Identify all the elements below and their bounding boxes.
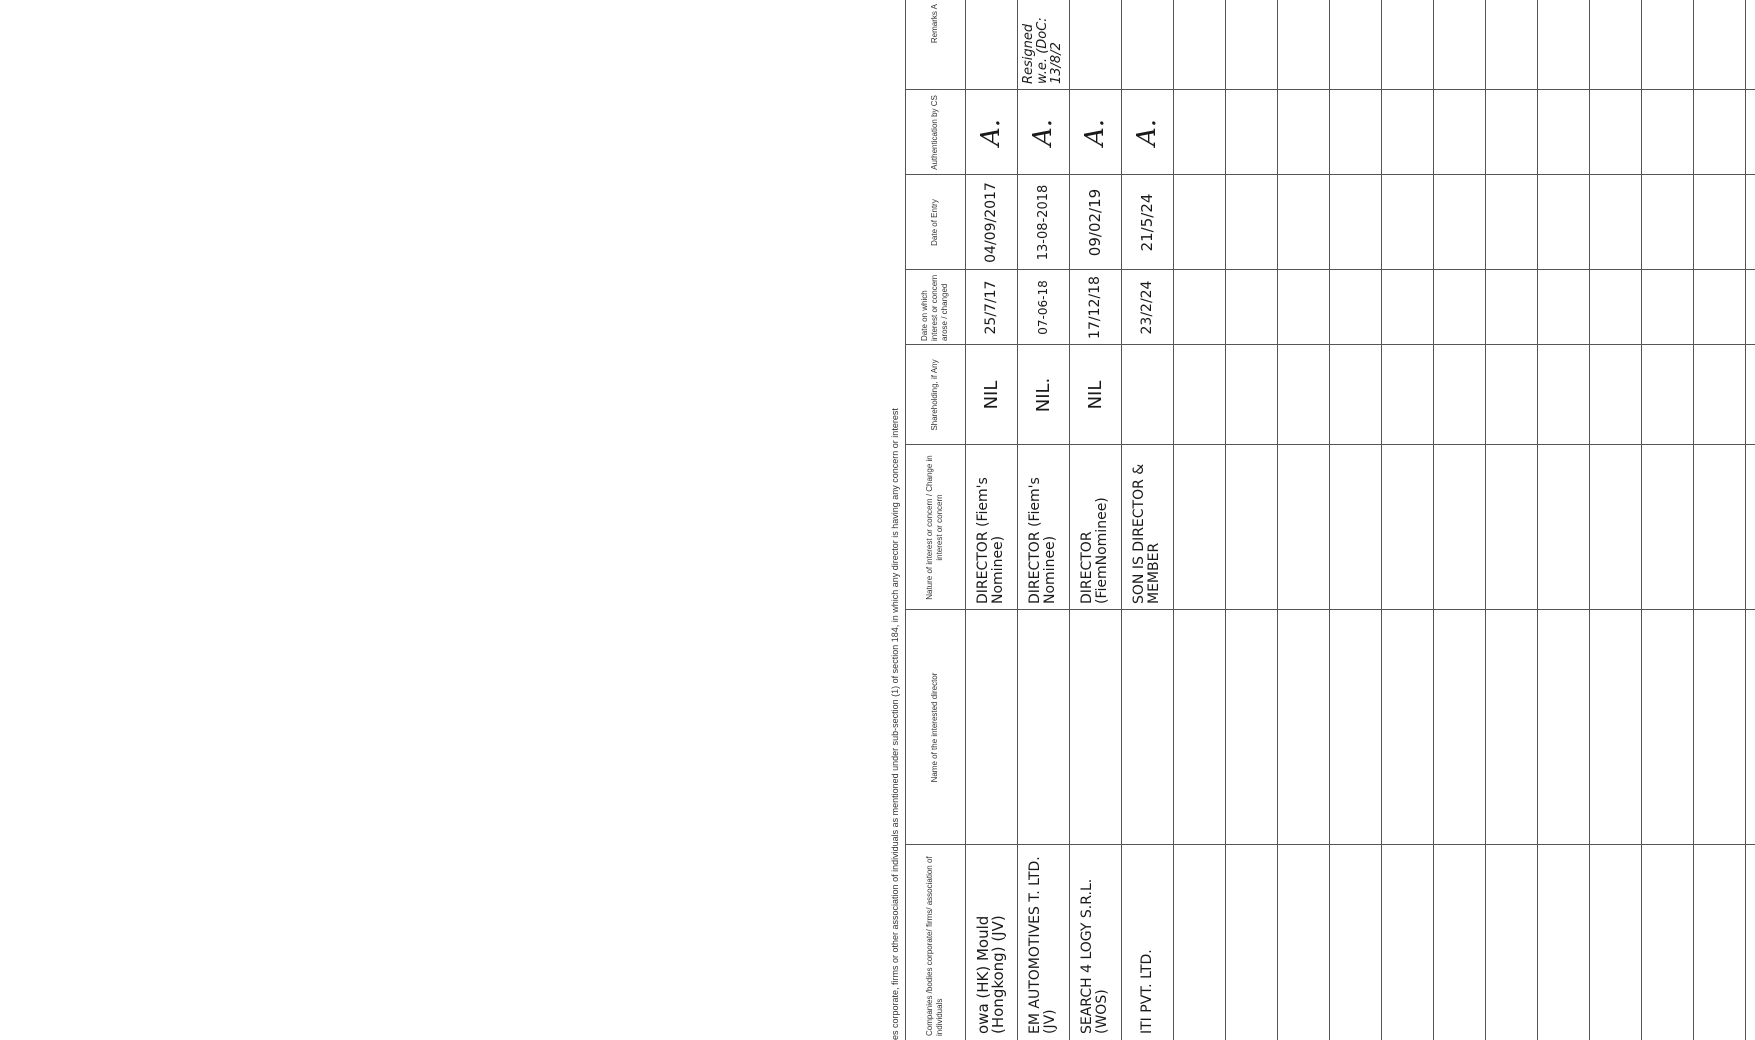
header-date-entry: Date of Entry	[930, 199, 939, 246]
row-auth-signature: A.	[1027, 118, 1058, 147]
row-company: ITI PVT. LTD.	[1138, 949, 1155, 1034]
row-auth-signature: A.	[1079, 118, 1110, 147]
row-divider	[1537, 0, 1538, 1040]
row-divider	[1745, 0, 1746, 1040]
row-company: EM AUTOMOTIVES T. LTD. (JV)	[1027, 856, 1058, 1034]
row-date-entry: 04/09/2017	[982, 182, 999, 263]
header-date-arose: Date on which interest or concern arose / changed	[920, 274, 949, 341]
row-date-entry: 13-08-2018	[1035, 184, 1051, 261]
header-shareholding: Shareholding, if Any	[930, 359, 939, 431]
row-auth-signature: A.	[975, 118, 1006, 147]
row-shareholding: NIL	[1084, 380, 1106, 410]
row-nature: DIRECTOR (Fiem's Nominee)	[975, 477, 1006, 604]
row-divider	[905, 0, 906, 1040]
header-company: Companies /bodies corporate/ firms/ association of individuals	[925, 856, 944, 1036]
header-remarks: Remarks A	[930, 4, 939, 44]
row-nature: DIRECTOR (Fiem's Nominee)	[1027, 477, 1058, 604]
row-date-entry: 21/5/24	[1137, 193, 1156, 252]
row-director	[1017, 610, 1069, 845]
row-shareholding: NIL.	[1032, 377, 1054, 413]
row-director	[965, 610, 1017, 845]
row-divider	[1329, 0, 1330, 1040]
row-divider	[1225, 0, 1226, 1040]
row-shareholding: NIL	[980, 380, 1002, 410]
row-auth-signature: A.	[1131, 118, 1162, 147]
register-form	[885, 0, 1755, 1040]
row-shareholding	[1121, 345, 1173, 445]
row-date-arose: 17/12/18	[1086, 276, 1103, 339]
header-director: Name of the interested director	[930, 672, 939, 783]
row-divider	[1693, 0, 1694, 1040]
row-divider	[1277, 0, 1278, 1040]
row-divider	[1381, 0, 1382, 1040]
row-nature: DIRECTOR (FiemNominee)	[1079, 497, 1110, 604]
row-remarks	[1121, 0, 1173, 90]
row-director	[1121, 610, 1173, 845]
row-remarks: Resigned w.e. (DoC: 13/8/2	[1021, 17, 1064, 84]
row-director	[1069, 610, 1121, 845]
row-remarks	[965, 0, 1017, 90]
row-date-entry: 09/02/19	[1085, 188, 1104, 257]
row-remarks	[1069, 0, 1121, 90]
row-nature: SON IS DIRECTOR & MEMBER	[1131, 463, 1162, 604]
row-company: owa (HK) Mould (Hongkong) (JV)	[974, 915, 1007, 1034]
header-nature: Nature of interest or concern / Change in interest or concern	[925, 455, 944, 600]
row-company: SEARCH 4 LOGY S.R.L. (WOS)	[1079, 878, 1110, 1034]
form-caption: es corporate, firms or other association of individuals as mentioned under sub-section (1) of section 184, in which any director is having any concern or interest	[890, 408, 900, 1040]
row-divider	[1485, 0, 1486, 1040]
row-date-arose: 23/2/24	[1138, 280, 1155, 335]
row-date-arose: 07-06-18	[1035, 280, 1050, 335]
header-auth: Authentication by CS	[930, 95, 939, 170]
row-divider	[1589, 0, 1590, 1040]
row-divider	[1641, 0, 1642, 1040]
row-date-arose: 25/7/17	[982, 280, 999, 335]
header-row	[905, 0, 965, 1040]
row-divider	[1433, 0, 1434, 1040]
row-divider	[1173, 0, 1174, 1040]
